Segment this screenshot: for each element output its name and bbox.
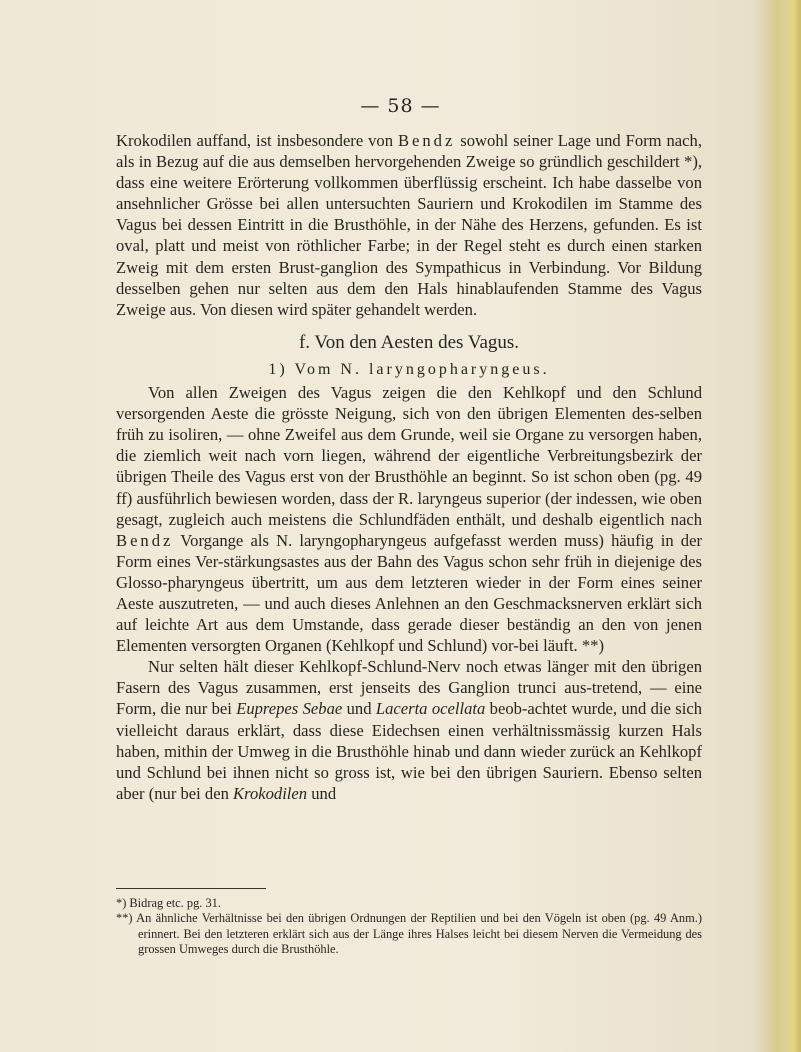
author-name: Bendz — [397, 131, 456, 150]
species-name: Lacerta ocellata — [375, 699, 486, 719]
species-name: Euprepes Sebae — [236, 699, 343, 719]
species-name: Krokodilen — [233, 783, 308, 803]
page-edge-shadow — [775, 0, 801, 1052]
page-number: — 58 — — [360, 95, 441, 117]
footnote-2: **) An ähnliche Verhältnisse bei den übrigen Ordnungen der Reptilien und bei den Vögeln ist oben (pg. 49 Anm.) erinnert. Bei den letzteren erklärt sich aus der Länge ihres Halses leicht bei diesem Nerven die Vermeidung des grossen Umweges durch die Brusthöhle. — [116, 911, 702, 957]
footnote-1: *) Bidrag etc. pg. 31. — [116, 896, 221, 910]
footnote-rule — [116, 888, 266, 889]
main-text — [116, 130, 702, 804]
paragraph-1: Krokodilen auffand, ist insbesondere von Bendz sowohl seiner Lage und Form nach, als in Bezug auf die aus demselben hervorgehenden Zweige so gründlich geschildert *), dass eine weitere Erörterung vollkommen überflüssig erscheint. Ich habe dasselbe von ansehnlicher Grösse bei allen untersuchten Sauriern und Krokodilen im Stamme des Vagus bei dessen Eintritt in die Brusthöhle, in der Nähe des Herzens, gefunden. Es ist oval, platt und meist von röthlicher Farbe; in der Regel steht es durch einen starken Zweig mit dem ersten Brust-ganglion des Sympathicus in Verbindung. Vor Bildung desselben gehen nur selten aus dem den Hals hinablaufenden Stamme des Vagus Zweige aus. Von diesen wird später gehandelt werden. — [116, 131, 702, 319]
author-name: Bendz — [116, 530, 174, 550]
footnotes — [116, 896, 702, 958]
paragraph-3: Nur selten hält dieser Kehlkopf-Schlund-Nerv noch etwas länger mit den übrigen Fasern des Vagus zusammen, erst jenseits des Ganglion trunci aus-tretend, — eine Form, die nur bei Euprepes Sebae und Lacerta ocellata beob-achtet wurde, und die sich vielleicht daraus erklärt, dass diese Eidechsen einen verhältnissmässig kurzen Hals haben, mithin der Umweg in die Brusthöhle hinab und dann wieder zurück an Kehlkopf und Schlund bei ihnen nicht so gross ist, wie bei den übrigen Sauriern. Ebenso selten aber (nur bei den Krokodilen und — [116, 657, 702, 803]
section-heading: f. Von den Aesten des Vagus. — [298, 331, 520, 353]
subsection-heading: 1) Vom N. laryngopharyngeus. — [268, 360, 550, 378]
paragraph-2: Von allen Zweigen des Vagus zeigen die den Kehlkopf und den Schlund versorgenden Aeste die grösste Neigung, sich von den übrigen Elementen des-selben früh zu isoliren, — ohne Zweifel aus dem Grunde, weil sie Organe zu versorgen haben, die ziemlich weit nach vorn liegen, während der eigentliche Verbreitungsbezirk der übrigen Theile des Vagus erst von der Brusthöhle an beginnt. So ist schon oben (pg. 49 ff) ausführlich bewiesen worden, dass der R. laryngeus superior (der indessen, wie oben gesagt, zugleich auch meistens die Schlundfäden enthält, und deshalb eigentlich nach Bendz Vorgange als N. laryngopharyngeus aufgefasst werden muss) häufig in der Form eines Ver-stärkungsastes aus der Bahn des Vagus schon sehr früh in diejenige des Glosso-pharyngeus übertritt, um aus dem letzteren wieder in der Form eines seiner Aeste auszutreten, — und auch dieses Anlehnen an den Geschmacksnerven erklärt sich auf leichte Art aus dem Umstande, dass gerade dieser beständig an den von jenen Elementen versorgten Organen (Kehlkopf und Schlund) vor-bei läuft. **) — [116, 383, 702, 656]
